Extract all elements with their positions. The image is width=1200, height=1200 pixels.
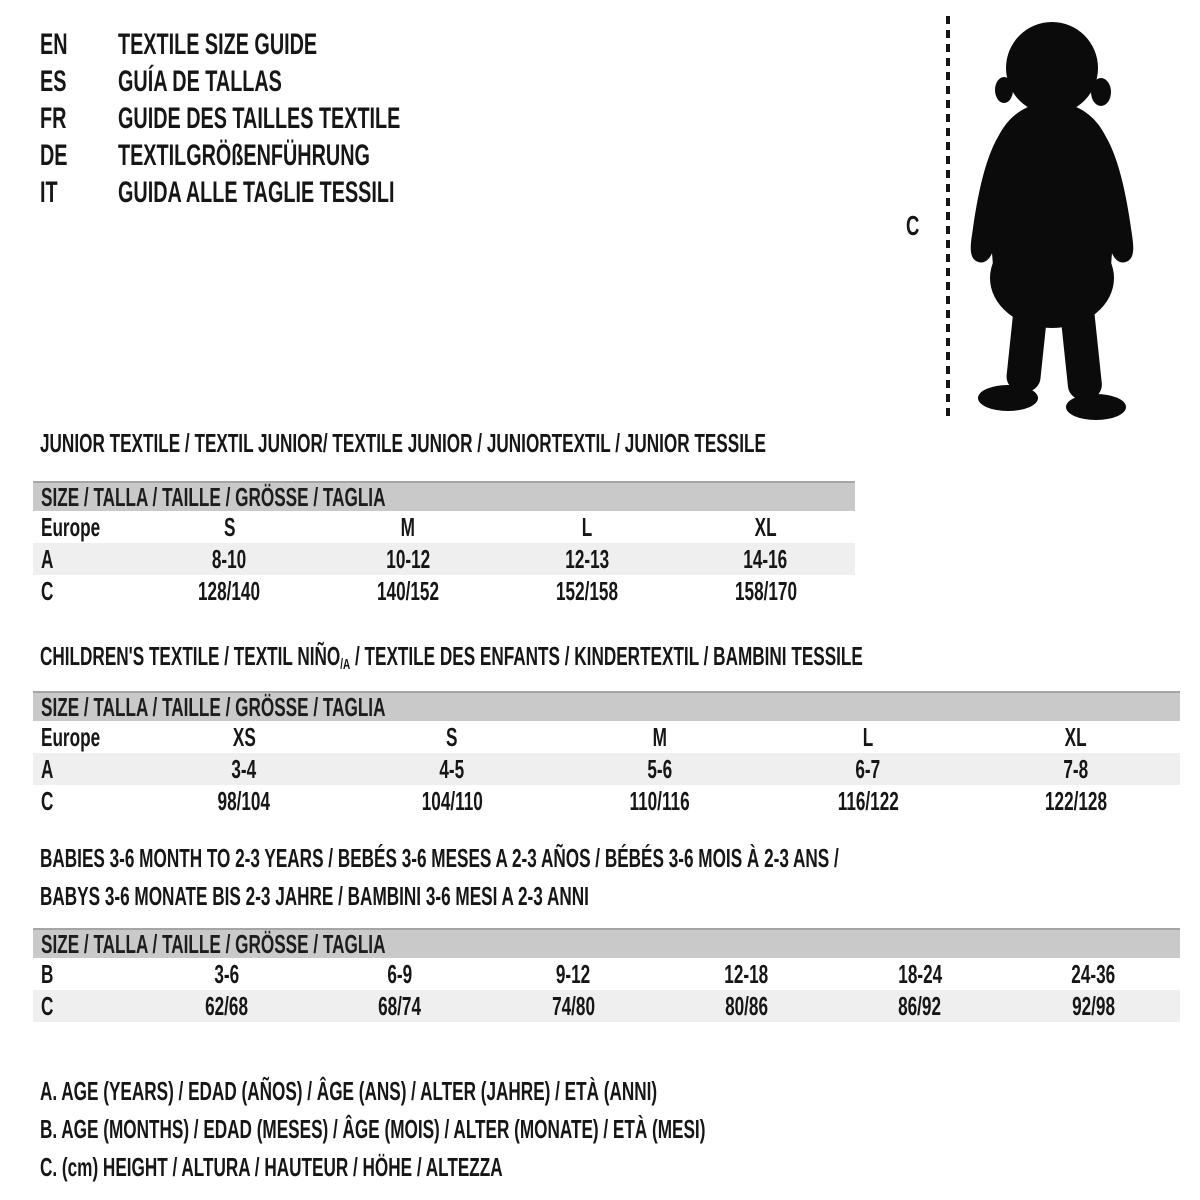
measure-legend <box>40 1072 1048 1186</box>
height-measure-label: C <box>906 210 920 241</box>
junior-size-table <box>33 481 855 607</box>
row-label: A <box>41 753 54 784</box>
cell-value: 104/110 <box>421 785 483 816</box>
cell-value: S <box>223 511 236 542</box>
cell-value: 74/80 <box>551 990 595 1021</box>
language-row-fr <box>40 100 546 137</box>
cell-value: 6-9 <box>387 958 413 989</box>
cell-value: XL <box>1065 721 1087 752</box>
legend-line-age-years: A. AGE (YEARS) / EDAD (AÑOS) / ÂGE (ANS) / ALTER (JAHRE) / ETÀ (ANNI) <box>40 1075 658 1106</box>
cell-value: 62/68 <box>205 990 249 1021</box>
babies-row-months <box>33 958 1180 990</box>
cell-value: 110/116 <box>629 785 691 816</box>
language-row-en <box>40 26 546 63</box>
row-label: Europe <box>41 721 101 752</box>
language-code: DE <box>40 138 68 172</box>
row-label: B <box>41 958 54 989</box>
babies-row-height <box>33 990 1180 1022</box>
row-label: C <box>41 990 54 1021</box>
cell-value: 24-36 <box>1071 958 1116 989</box>
cell-value: 8-10 <box>212 543 247 574</box>
baby-silhouette <box>964 16 1146 420</box>
cell-value: 5-6 <box>647 753 673 784</box>
language-title-list <box>40 26 546 211</box>
junior-row-height <box>33 575 855 607</box>
guide-title-en: TEXTILE SIZE GUIDE <box>118 27 318 61</box>
cell-value: XL <box>754 511 777 542</box>
cell-value: 9-12 <box>556 958 591 989</box>
cell-value: 4-5 <box>439 753 465 784</box>
cell-value: M <box>652 721 668 752</box>
language-row-es <box>40 63 546 100</box>
children-size-header-band: SIZE / TALLA / TAILLE / GRÖSSE / TAGLIA <box>33 691 1180 721</box>
cell-value: 12-18 <box>724 958 769 989</box>
cell-value: 158/170 <box>734 575 797 606</box>
language-code: ES <box>40 64 67 98</box>
cell-value: 3-4 <box>231 753 257 784</box>
language-row-it <box>40 174 546 211</box>
guide-title-es: GUÍA DE TALLAS <box>118 64 282 98</box>
guide-title-it: GUIDA ALLE TAGLIE TESSILI <box>118 175 395 209</box>
cell-value: 122/128 <box>1044 785 1108 816</box>
junior-row-age <box>33 543 855 575</box>
junior-row-europe <box>33 511 855 543</box>
cell-value: 98/104 <box>217 785 271 816</box>
language-code: FR <box>40 101 67 135</box>
cell-value: 86/92 <box>898 990 942 1021</box>
row-label: C <box>41 785 54 816</box>
language-code: EN <box>40 27 68 61</box>
junior-size-header-band: SIZE / TALLA / TAILLE / GRÖSSE / TAGLIA <box>33 481 855 511</box>
cell-value: 68/74 <box>378 990 422 1021</box>
children-row-age <box>33 753 1180 785</box>
height-measure-dashed-line <box>946 16 950 416</box>
cell-value: L <box>581 511 593 542</box>
babies-size-table <box>33 928 1180 1022</box>
cell-value: S <box>446 721 458 752</box>
guide-title-de: TEXTILGRÖßENFÜHRUNG <box>118 138 370 172</box>
guide-title-fr: GUIDE DES TAILLES TEXTILE <box>118 101 401 135</box>
cell-value: 152/158 <box>555 575 618 606</box>
language-row-de <box>40 137 546 174</box>
row-label: C <box>41 575 54 606</box>
row-label: A <box>41 543 54 574</box>
cell-value: 140/152 <box>377 575 440 606</box>
language-code: IT <box>40 175 58 209</box>
cell-value: 18-24 <box>898 958 942 989</box>
babies-size-header-band: SIZE / TALLA / TAILLE / GRÖSSE / TAGLIA <box>33 928 1180 958</box>
cell-value: 116/122 <box>837 785 899 816</box>
cell-value: 80/86 <box>725 990 769 1021</box>
cell-value: 6-7 <box>855 753 881 784</box>
title-subscript: /A <box>340 656 351 674</box>
cell-value: 92/98 <box>1071 990 1115 1021</box>
cell-value: 12-13 <box>564 543 609 574</box>
cell-value: 3-6 <box>214 958 240 989</box>
cell-value: M <box>400 511 416 542</box>
cell-value: XS <box>232 721 256 752</box>
children-section-title: CHILDREN'S TEXTILE / TEXTIL NIÑO/A / TEXTILE DES ENFANTS / KINDERTEXTIL / BAMBINI TESSILE <box>40 641 863 674</box>
cell-value: L <box>862 721 874 752</box>
babies-section-title: BABIES 3-6 MONTH TO 2-3 YEARS / BEBÉS 3-6 MESES A 2-3 AÑOS / BÉBÉS 3-6 MOIS À 2-3 ANS / BABYS 3-6 MONATE BIS 2-3 JAHRE / BAMBINI 3-6 MESI A 2-3 ANNI <box>40 843 839 911</box>
cell-value: 7-8 <box>1063 753 1089 784</box>
children-row-europe <box>33 721 1180 753</box>
cell-value: 14-16 <box>743 543 788 574</box>
junior-section-title: JUNIOR TEXTILE / TEXTIL JUNIOR/ TEXTILE JUNIOR / JUNIORTEXTIL / JUNIOR TESSILE <box>40 428 766 458</box>
cell-value: 128/140 <box>198 575 261 606</box>
children-size-table <box>33 691 1180 817</box>
legend-line-height-cm: C. (cm) HEIGHT / ALTURA / HAUTEUR / HÖHE / ALTEZZA <box>40 1151 503 1182</box>
children-row-height <box>33 785 1180 817</box>
legend-line-age-months: B. AGE (MONTHS) / EDAD (MESES) / ÂGE (MOIS) / ALTER (MONATE) / ETÀ (MESI) <box>40 1113 706 1144</box>
cell-value: 10-12 <box>386 543 431 574</box>
row-label: Europe <box>41 511 101 542</box>
